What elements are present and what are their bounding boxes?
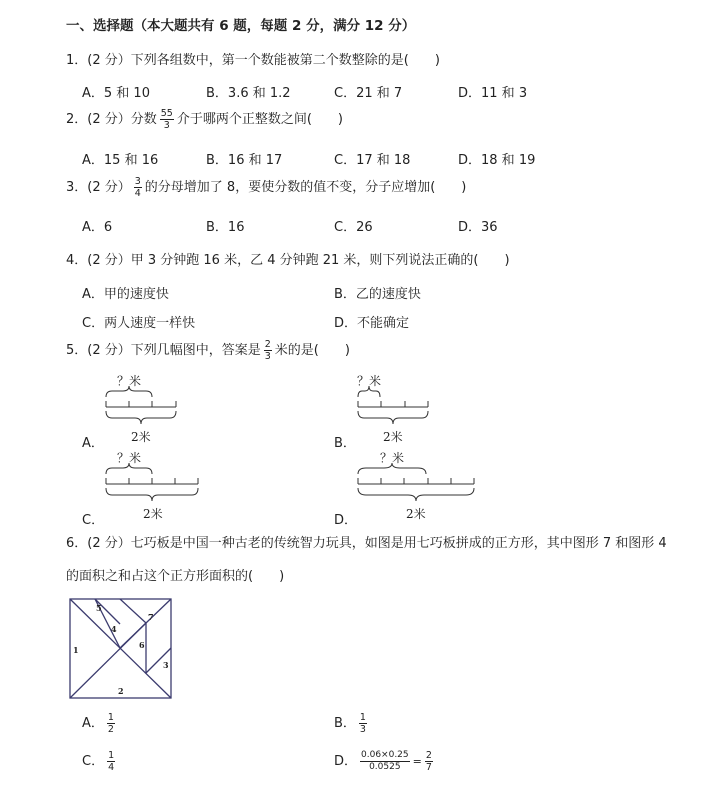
q6-option-a[interactable] xyxy=(82,712,118,735)
tangram-label-1: 1 xyxy=(73,645,79,655)
q5-stem-prefix: 5．(2 分）下列几幅图中，答案是 xyxy=(66,343,261,358)
q6-c-den: 4 xyxy=(108,762,115,773)
q6-d-fraction xyxy=(360,750,410,773)
q6-b-den: 3 xyxy=(359,724,366,735)
q4-option-d[interactable]: D．不能确定 xyxy=(334,316,410,331)
q3-frac-den: 4 xyxy=(134,188,141,199)
q4-option-c[interactable]: C．两人速度一样快 xyxy=(82,316,196,331)
q5b-bottom-label: 2米 xyxy=(383,430,403,444)
q5-frac-num: 2 xyxy=(264,339,271,350)
q6-c-num: 1 xyxy=(108,750,115,761)
question-1-stem: 1．(2 分）下列各组数中，第一个数能被第二个数整除的是( ) xyxy=(66,53,440,68)
tangram-label-3: 3 xyxy=(163,660,169,670)
section-title: 一、选择题（本大题共有 6 题，每题 2 分，满分 12 分） xyxy=(66,18,416,34)
q5a-top-label: ？米 xyxy=(117,374,142,388)
q5-option-a[interactable]: A． xyxy=(82,436,104,451)
q6-a-den: 2 xyxy=(107,724,114,735)
q5-option-d[interactable]: D． xyxy=(334,513,358,528)
q6-c-fraction xyxy=(107,750,115,773)
tangram-label-7: 7 xyxy=(148,612,154,622)
q5a-bottom-label: 2米 xyxy=(131,430,151,444)
q6-d-num: 0.06×0.25 xyxy=(361,750,409,760)
q3-stem-suffix: 的分母增加了 8，要使分数的值不变，分子应增加( ) xyxy=(144,180,467,195)
q3-frac-num: 3 xyxy=(134,176,141,187)
q5-option-c[interactable]: C． xyxy=(82,513,105,528)
q5-frac-den: 3 xyxy=(264,351,271,362)
q6-d-fraction2 xyxy=(425,750,433,773)
q1-option-a[interactable]: A．5 和 10 xyxy=(82,86,150,101)
tangram-label-4: 4 xyxy=(111,624,117,634)
q2-frac-num: 55 xyxy=(160,108,173,119)
q6-b-fraction xyxy=(359,712,367,735)
q6-option-c[interactable] xyxy=(82,750,118,773)
q6-a-num: 1 xyxy=(107,712,114,723)
tangram-label-5: 5 xyxy=(96,603,102,613)
q2-stem-prefix: 2．(2 分）分数 xyxy=(66,112,157,127)
q6-a-prefix: A． xyxy=(82,716,104,731)
q1-option-c[interactable]: C．21 和 7 xyxy=(334,86,403,101)
q1-option-d[interactable]: D．11 和 3 xyxy=(458,86,528,101)
question-4-stem: 4．(2 分）甲 3 分钟跑 16 米，乙 4 分钟跑 21 米，则下列说法正确的( ) xyxy=(66,253,510,268)
q2-option-a[interactable]: A．15 和 16 xyxy=(82,153,159,168)
q3-option-b[interactable]: B．16 xyxy=(206,220,245,235)
q6-b-prefix: B． xyxy=(334,716,356,731)
q6-option-b[interactable] xyxy=(334,712,370,735)
q5d-top-label: ？米 xyxy=(380,451,405,465)
q3-option-d[interactable]: D．36 xyxy=(458,220,498,235)
q2-frac-den: 3 xyxy=(163,120,170,131)
q3-option-a[interactable]: A．6 xyxy=(82,220,113,235)
q5b-top-label: ？米 xyxy=(357,374,382,388)
q6-c-prefix: C． xyxy=(82,754,105,769)
q5c-bottom-label: 2米 xyxy=(143,507,163,521)
q1-option-b[interactable]: B．3.6 和 1.2 xyxy=(206,86,291,101)
q5-option-b[interactable]: B． xyxy=(334,436,356,451)
q6-d-prefix: D． xyxy=(334,754,358,769)
q5d-bottom-label: 2米 xyxy=(406,507,426,521)
tangram-label-6: 6 xyxy=(139,640,145,650)
q6-d-den2: 7 xyxy=(425,762,432,773)
q6-b-num: 1 xyxy=(359,712,366,723)
q6-a-fraction xyxy=(107,712,115,735)
question-6-stem-line1: 6．(2 分）七巧板是中国一种古老的传统智力玩具，如图是用七巧板拼成的正方形，其中图形 7 和图形 4 xyxy=(66,536,667,551)
q5c-top-label: ？米 xyxy=(117,451,142,465)
q2-option-b[interactable]: B．16 和 17 xyxy=(206,153,283,168)
q6-option-d[interactable] xyxy=(334,750,436,773)
q4-option-a[interactable]: A．甲的速度快 xyxy=(82,287,169,302)
q2-option-d[interactable]: D．18 和 19 xyxy=(458,153,536,168)
q6-d-num2: 2 xyxy=(425,750,432,761)
q2-stem-suffix: 介于哪两个正整数之间( ) xyxy=(176,112,343,127)
question-6-stem-line2: 的面积之和占这个正方形面积的( ) xyxy=(66,569,285,584)
q6-d-den: 0.0525 xyxy=(369,762,401,772)
tangram-label-2: 2 xyxy=(118,686,124,696)
q5-stem-suffix: 米的是( ) xyxy=(274,343,350,358)
q2-option-c[interactable]: C．17 和 18 xyxy=(334,153,411,168)
q6-d-equals: = xyxy=(412,755,422,768)
q3-option-c[interactable]: C．26 xyxy=(334,220,373,235)
q4-option-b[interactable]: B．乙的速度快 xyxy=(334,287,421,302)
q3-stem-prefix: 3．(2 分） xyxy=(66,180,131,195)
